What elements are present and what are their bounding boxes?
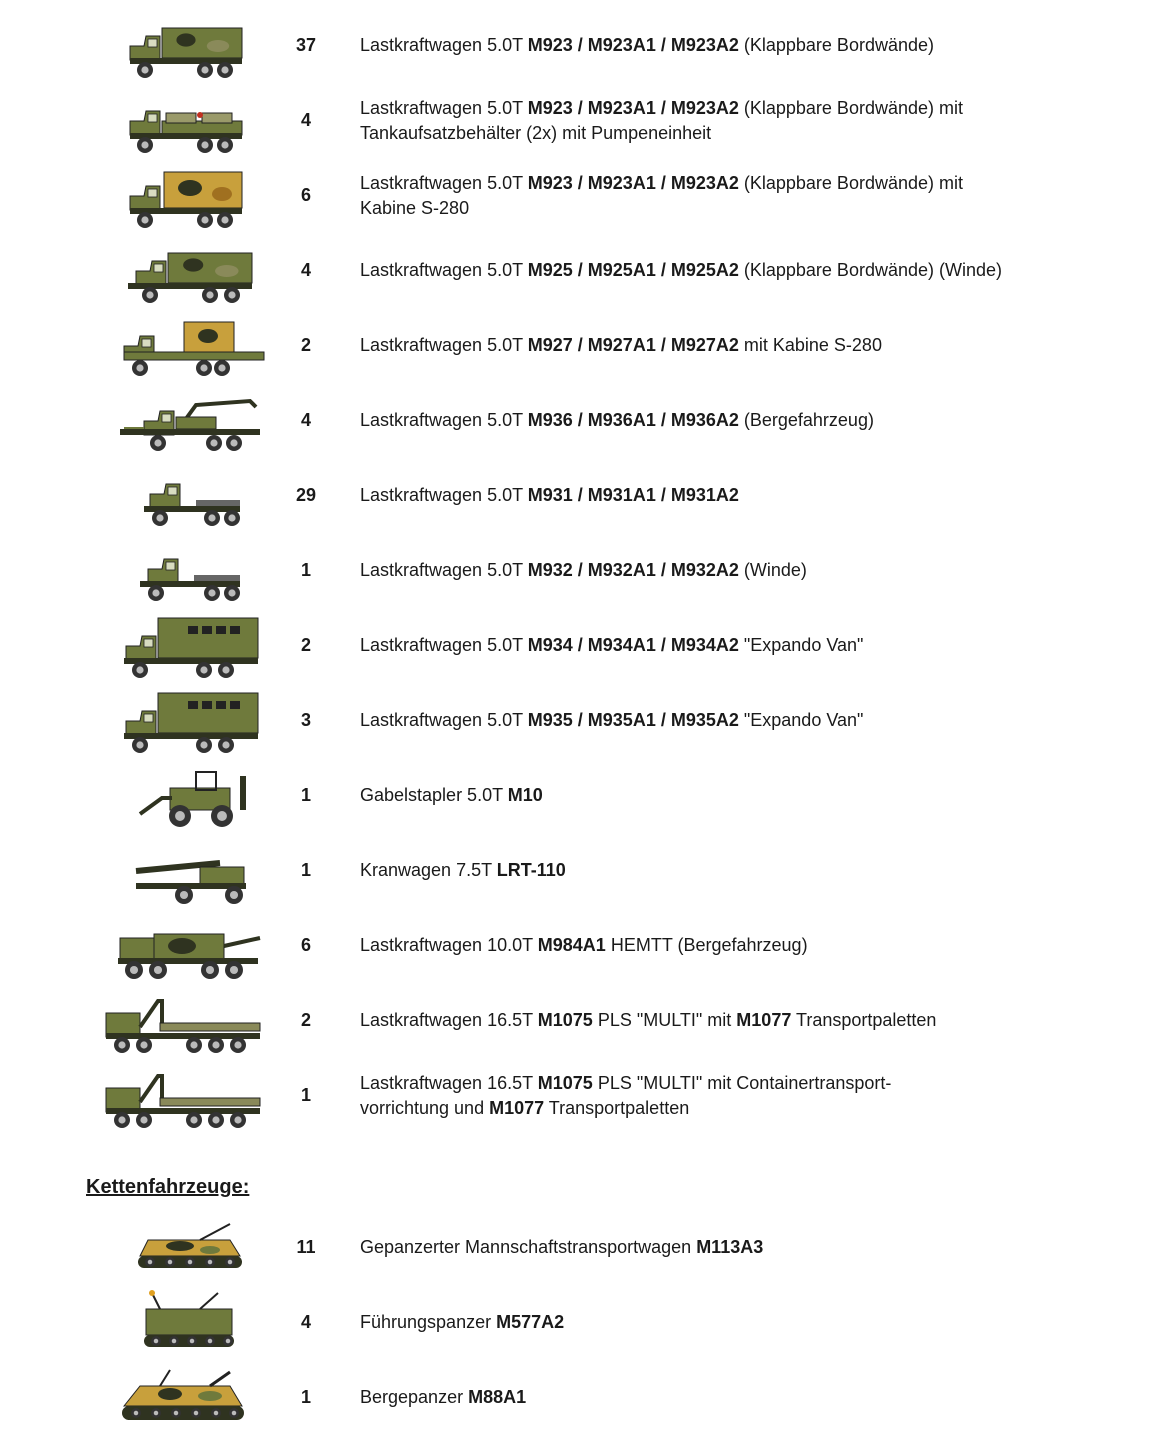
vehicle-row (0, 158, 1153, 233)
vehicle-description: Lastkraftwagen 5.0T M927 / M927A1 / M927A2 mit Kabine S-280 (360, 335, 882, 355)
cargo-truck-icon (100, 8, 280, 83)
model-designation: M931 / M931A1 / M931A2 (527, 485, 739, 505)
recovery-tank-icon (100, 1360, 280, 1435)
vehicle-row (0, 758, 1153, 833)
vehicle-count: 37 (295, 35, 317, 55)
pls-truck-icon (100, 983, 280, 1058)
model-designation: M1075 (537, 1010, 593, 1030)
vehicle-row (0, 383, 1153, 458)
vehicle-row (0, 983, 1153, 1058)
long-shelter-truck-icon (100, 308, 280, 383)
vehicle-count: 1 (300, 1387, 311, 1407)
vehicle-description: Lastkraftwagen 16.5T M1075 PLS "MULTI" mit M1077 Transportpaletten (360, 1010, 937, 1030)
vehicle-description: Lastkraftwagen 5.0T M923 / M923A1 / M923A2 (Klappbare Bordwände) (360, 35, 934, 55)
vehicle-description: Gabelstapler 5.0T M10 (360, 785, 543, 805)
vehicle-count: 6 (300, 185, 311, 205)
model-designation: M88A1 (468, 1387, 527, 1407)
wrecker-truck-icon (100, 383, 280, 458)
model-designation: M923 / M923A1 / M923A2 (527, 97, 739, 118)
pls-truck-icon (100, 1058, 280, 1133)
forklift-icon (100, 758, 280, 833)
shelter-truck-icon (100, 158, 280, 233)
model-designation: M1077 (489, 1097, 545, 1118)
vehicle-count: 6 (300, 935, 311, 955)
vehicle-row (0, 533, 1153, 608)
tracked-vehicle-row (0, 1210, 1153, 1285)
vehicle-count: 4 (300, 1312, 311, 1332)
vehicle-description: Kranwagen 7.5T LRT-110 (360, 860, 566, 880)
vehicle-count: 11 (296, 1237, 316, 1257)
tractor-truck-icon (100, 458, 280, 533)
vehicle-description: Lastkraftwagen 5.0T M931 / M931A1 / M931A2 (360, 485, 739, 505)
vehicle-row (0, 458, 1153, 533)
vehicle-count: 1 (300, 860, 311, 880)
vehicle-count: 29 (295, 485, 317, 505)
apc-icon (100, 1210, 280, 1285)
expando-van-icon (100, 608, 280, 683)
vehicle-description: Lastkraftwagen 5.0T M923 / M923A1 / M923A2 (Klappbare Bordwände) mit Tankaufsatzbehälter (2x) mit Pumpeneinheit (360, 97, 963, 143)
vehicle-description: Lastkraftwagen 5.0T M923 / M923A1 / M923A2 (Klappbare Bordwände) mit Kabine S-280 (360, 172, 963, 218)
vehicle-description: Bergepanzer M88A1 (360, 1387, 527, 1407)
vehicle-count: 4 (300, 410, 311, 430)
winch-tractor-truck-icon (100, 533, 280, 608)
model-designation: M10 (507, 785, 543, 805)
model-designation: M113A3 (696, 1237, 764, 1257)
vehicle-count: 1 (300, 560, 311, 580)
vehicle-description: Führungspanzer M577A2 (360, 1312, 565, 1332)
model-designation: M925 / M925A1 / M925A2 (527, 260, 739, 280)
expando-van-icon (100, 683, 280, 758)
vehicle-description: Lastkraftwagen 5.0T M936 / M936A1 / M936A2 (Bergefahrzeug) (360, 410, 874, 430)
vehicle-row (0, 1058, 1153, 1133)
command-vehicle-icon (100, 1285, 280, 1360)
model-designation: M927 / M927A1 / M927A2 (527, 335, 739, 355)
vehicle-count: 4 (300, 260, 311, 280)
model-designation: M932 / M932A1 / M932A2 (527, 560, 739, 580)
vehicle-count: 2 (300, 1010, 311, 1030)
model-designation: M984A1 (537, 935, 606, 955)
section-heading: Kettenfahrzeuge: (86, 1176, 250, 1198)
tracked-vehicle-row (0, 1360, 1153, 1435)
vehicle-description: Lastkraftwagen 5.0T M925 / M925A1 / M925A2 (Klappbare Bordwände) (Winde) (360, 260, 1003, 280)
vehicle-description: Lastkraftwagen 10.0T M984A1 HEMTT (Bergefahrzeug) (360, 935, 808, 955)
model-designation: M936 / M936A1 / M936A2 (527, 410, 739, 430)
vehicle-row (0, 83, 1153, 158)
vehicle-count: 1 (300, 785, 311, 805)
vehicle-row (0, 608, 1153, 683)
vehicle-count: 1 (300, 1085, 311, 1105)
model-designation: M577A2 (496, 1312, 565, 1332)
vehicle-row (0, 308, 1153, 383)
vehicle-row (0, 683, 1153, 758)
model-designation: M923 / M923A1 / M923A2 (527, 35, 739, 55)
vehicle-count: 4 (300, 110, 311, 130)
model-designation: M923 / M923A1 / M923A2 (527, 172, 739, 193)
crane-truck-icon (100, 833, 280, 908)
winch-cargo-truck-icon (100, 233, 280, 308)
vehicle-row (0, 833, 1153, 908)
vehicle-description: Lastkraftwagen 5.0T M935 / M935A1 / M935A2 "Expando Van" (360, 710, 864, 730)
model-designation: M1077 (736, 1010, 792, 1030)
tanker-truck-icon (100, 83, 280, 158)
tracked-vehicle-row (0, 1285, 1153, 1360)
vehicle-description: Gepanzerter Mannschaftstransportwagen M113A3 (360, 1237, 764, 1257)
vehicle-row (0, 908, 1153, 983)
model-designation: M935 / M935A1 / M935A2 (527, 710, 739, 730)
vehicle-row (0, 233, 1153, 308)
model-designation: M1075 (537, 1072, 593, 1093)
vehicle-description: Lastkraftwagen 16.5T M1075 PLS "MULTI" mit Containertransport- vorrichtung und M1077 Transportpaletten (360, 1072, 892, 1118)
model-designation: LRT-110 (496, 860, 566, 880)
vehicle-row (0, 8, 1153, 83)
vehicle-count: 2 (300, 335, 311, 355)
hemtt-wrecker-icon (100, 908, 280, 983)
vehicle-description: Lastkraftwagen 5.0T M932 / M932A1 / M932A2 (Winde) (360, 560, 807, 580)
vehicle-count: 3 (300, 710, 311, 730)
model-designation: M934 / M934A1 / M934A2 (527, 635, 739, 655)
vehicle-description: Lastkraftwagen 5.0T M934 / M934A1 / M934A2 "Expando Van" (360, 635, 864, 655)
vehicle-count: 2 (300, 635, 311, 655)
